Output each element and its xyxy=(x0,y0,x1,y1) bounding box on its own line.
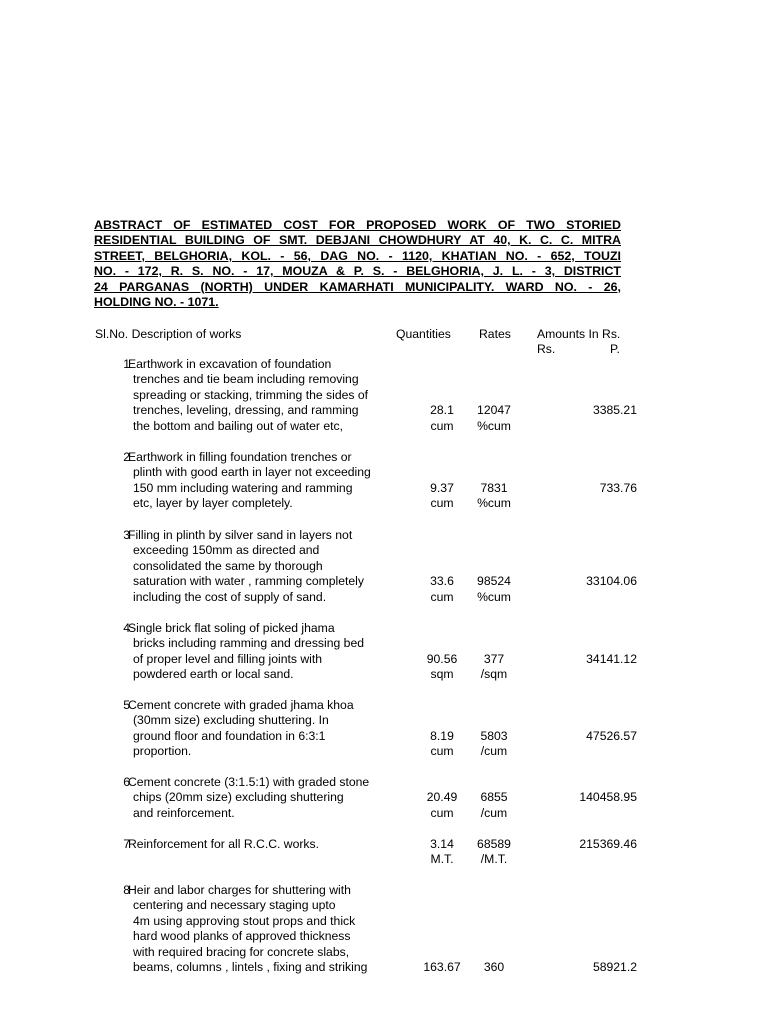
item-amount: 58921.2 xyxy=(592,960,637,974)
item-amount: 3385.21 xyxy=(592,403,637,418)
item-quantity xyxy=(412,790,472,821)
header-p: P. xyxy=(610,342,620,356)
description-line: Cement concrete with graded jhama khoa xyxy=(128,698,354,712)
description-line: bricks including ramming and dressing bed xyxy=(133,636,365,651)
description-line: Reinforcement for all R.C.C. works. xyxy=(128,837,319,851)
description-line: etc, layer by layer completely. xyxy=(133,496,293,511)
rate-unit: /M.T. xyxy=(480,852,508,867)
item-description xyxy=(128,883,395,975)
description-line: and reinforcement. xyxy=(133,805,235,820)
rate-unit: %cum xyxy=(477,418,511,433)
title-line: NO. - 172, R. S. NO. - 17, MOUZA & P. S. - BELGHORIA, J. L. - 3, DISTRICT xyxy=(94,264,621,279)
quantity-unit: M.T. xyxy=(430,852,454,867)
quantity-unit: cum xyxy=(430,805,454,820)
item-number: 8 xyxy=(123,883,130,897)
description-line: including the cost of supply of sand. xyxy=(133,589,327,604)
description-line: beams, columns , lintels , fixing and striking xyxy=(133,960,368,975)
item-description xyxy=(128,528,395,605)
description-line: Cement concrete (3:1.5:1) with graded stone xyxy=(128,775,370,789)
quantity-value: 3.14 xyxy=(430,837,454,851)
item-number: 4 xyxy=(123,621,130,635)
quantity-unit: cum xyxy=(430,744,454,759)
title-line: ABSTRACT OF ESTIMATED COST FOR PROPOSED WORK OF TWO STORIED xyxy=(94,218,621,232)
item-quantity xyxy=(412,960,472,975)
description-line: (30mm size) excluding shuttering. In xyxy=(133,713,329,728)
quantity-unit: sqm xyxy=(430,667,454,682)
description-line: consolidated the same by thorough xyxy=(133,558,323,573)
description-line: saturation with water , ramming completely xyxy=(133,574,364,589)
item-amount: 215369.46 xyxy=(579,837,637,851)
item-description xyxy=(128,775,395,821)
item-rate xyxy=(464,652,524,683)
description-line: Earthwork in excavation of foundation xyxy=(128,357,332,371)
header-rates: Rates xyxy=(479,327,511,341)
description-line: spreading or stacking, trimming the sides of xyxy=(133,387,369,402)
quantity-value: 33.6 xyxy=(430,574,454,589)
item-amount: 140458.95 xyxy=(579,790,637,805)
item-description xyxy=(128,698,395,760)
rate-value: 7831 xyxy=(480,480,508,495)
rate-unit: %cum xyxy=(477,589,511,604)
description-line: exceeding 150mm as directed and xyxy=(133,543,320,558)
item-rate xyxy=(464,403,524,434)
title-line: HOLDING NO. - 1071. xyxy=(94,295,219,310)
item-rate xyxy=(464,837,524,868)
item-number: 6 xyxy=(123,775,130,789)
quantity-value: 8.19 xyxy=(430,728,454,743)
quantity-value: 90.56 xyxy=(426,651,458,666)
item-quantity xyxy=(412,403,472,434)
item-description xyxy=(128,357,395,434)
title-line: 24 PARGANAS (NORTH) UNDER KAMARHATI MUNICIPALITY. WARD NO. - 26, xyxy=(94,279,621,294)
description-line: plinth with good earth in layer not exceeding xyxy=(133,465,371,480)
item-amount: 47526.57 xyxy=(586,728,637,743)
item-rate xyxy=(464,729,524,760)
description-line: Single brick flat soling of picked jhama xyxy=(128,621,335,635)
item-number: 2 xyxy=(123,450,130,464)
item-number: 5 xyxy=(123,698,130,712)
description-line: ground floor and foundation in 6:3:1 xyxy=(133,728,326,743)
header-amounts: Amounts In Rs. xyxy=(537,327,621,341)
quantity-value: 28.1 xyxy=(430,403,454,418)
title-line: STREET, BELGHORIA, KOL. - 56, DAG NO. - 1120, KHATIAN NO. - 652, TOUZI xyxy=(94,248,621,263)
quantity-unit: cum xyxy=(430,496,454,511)
rate-unit: %cum xyxy=(477,496,511,511)
quantity-unit: cum xyxy=(430,418,454,433)
description-line: 150 mm including watering and ramming xyxy=(133,480,353,495)
quantity-value: 9.37 xyxy=(430,480,454,495)
description-line: Earthwork in filling foundation trenches or xyxy=(128,450,352,464)
description-line: the bottom and bailing out of water etc, xyxy=(133,418,344,433)
rate-unit: /cum xyxy=(480,805,508,820)
rate-value: 5803 xyxy=(480,728,508,743)
item-amount: 34141.12 xyxy=(586,651,637,666)
description-line: Filling in plinth by silver sand in layers not xyxy=(128,528,353,542)
quantity-value: 20.49 xyxy=(426,790,458,805)
item-description xyxy=(128,837,395,852)
item-quantity xyxy=(412,837,472,868)
header-slno-description: Sl.No. Description of works xyxy=(95,327,242,341)
description-line: 4m using approving stout props and thick xyxy=(133,913,356,928)
rate-value: 6855 xyxy=(480,790,508,805)
description-line: proportion. xyxy=(133,744,192,759)
rate-value: 377 xyxy=(483,651,505,666)
rate-unit: /cum xyxy=(480,744,508,759)
item-number: 3 xyxy=(123,528,130,542)
rate-value: 68589 xyxy=(477,837,511,851)
rate-value: 360 xyxy=(483,960,505,974)
item-rate xyxy=(464,574,524,605)
item-number: 1 xyxy=(123,357,130,371)
item-rate xyxy=(464,790,524,821)
title-line: RESIDENTIAL BUILDING OF SMT. DEBJANI CHOWDHURY AT 40, K. C. C. MITRA xyxy=(94,233,621,248)
item-description xyxy=(128,450,395,512)
description-line: trenches and tie beam including removing xyxy=(133,372,359,387)
item-quantity xyxy=(412,729,472,760)
item-rate xyxy=(464,960,524,975)
description-line: of proper level and filling joints with xyxy=(133,651,323,666)
item-amount: 33104.06 xyxy=(586,574,637,589)
item-quantity xyxy=(412,481,472,512)
item-quantity xyxy=(412,574,472,605)
description-line: Heir and labor charges for shuttering with xyxy=(128,883,351,897)
quantity-unit: cum xyxy=(430,589,454,604)
item-amount: 733.76 xyxy=(599,480,637,495)
description-line: powdered earth or local sand. xyxy=(133,667,294,682)
description-line: with required bracing for concrete slabs, xyxy=(133,944,350,959)
item-description xyxy=(128,621,395,683)
document-title xyxy=(94,218,621,310)
item-number: 7 xyxy=(123,837,130,851)
item-rate xyxy=(464,481,524,512)
description-line: trenches, leveling, dressing, and ramming xyxy=(133,403,359,418)
description-line: hard wood planks of approved thickness xyxy=(133,929,351,944)
rate-unit: /sqm xyxy=(480,667,508,682)
description-line: centering and necessary staging upto xyxy=(133,898,336,913)
header-quantities: Quantities xyxy=(396,327,451,341)
description-line: chips (20mm size) excluding shuttering xyxy=(133,790,344,805)
rate-value: 98524 xyxy=(477,574,511,589)
quantity-value: 163.67 xyxy=(423,960,461,974)
header-rs: Rs. xyxy=(537,342,556,356)
rate-value: 12047 xyxy=(477,403,511,418)
item-quantity xyxy=(412,652,472,683)
